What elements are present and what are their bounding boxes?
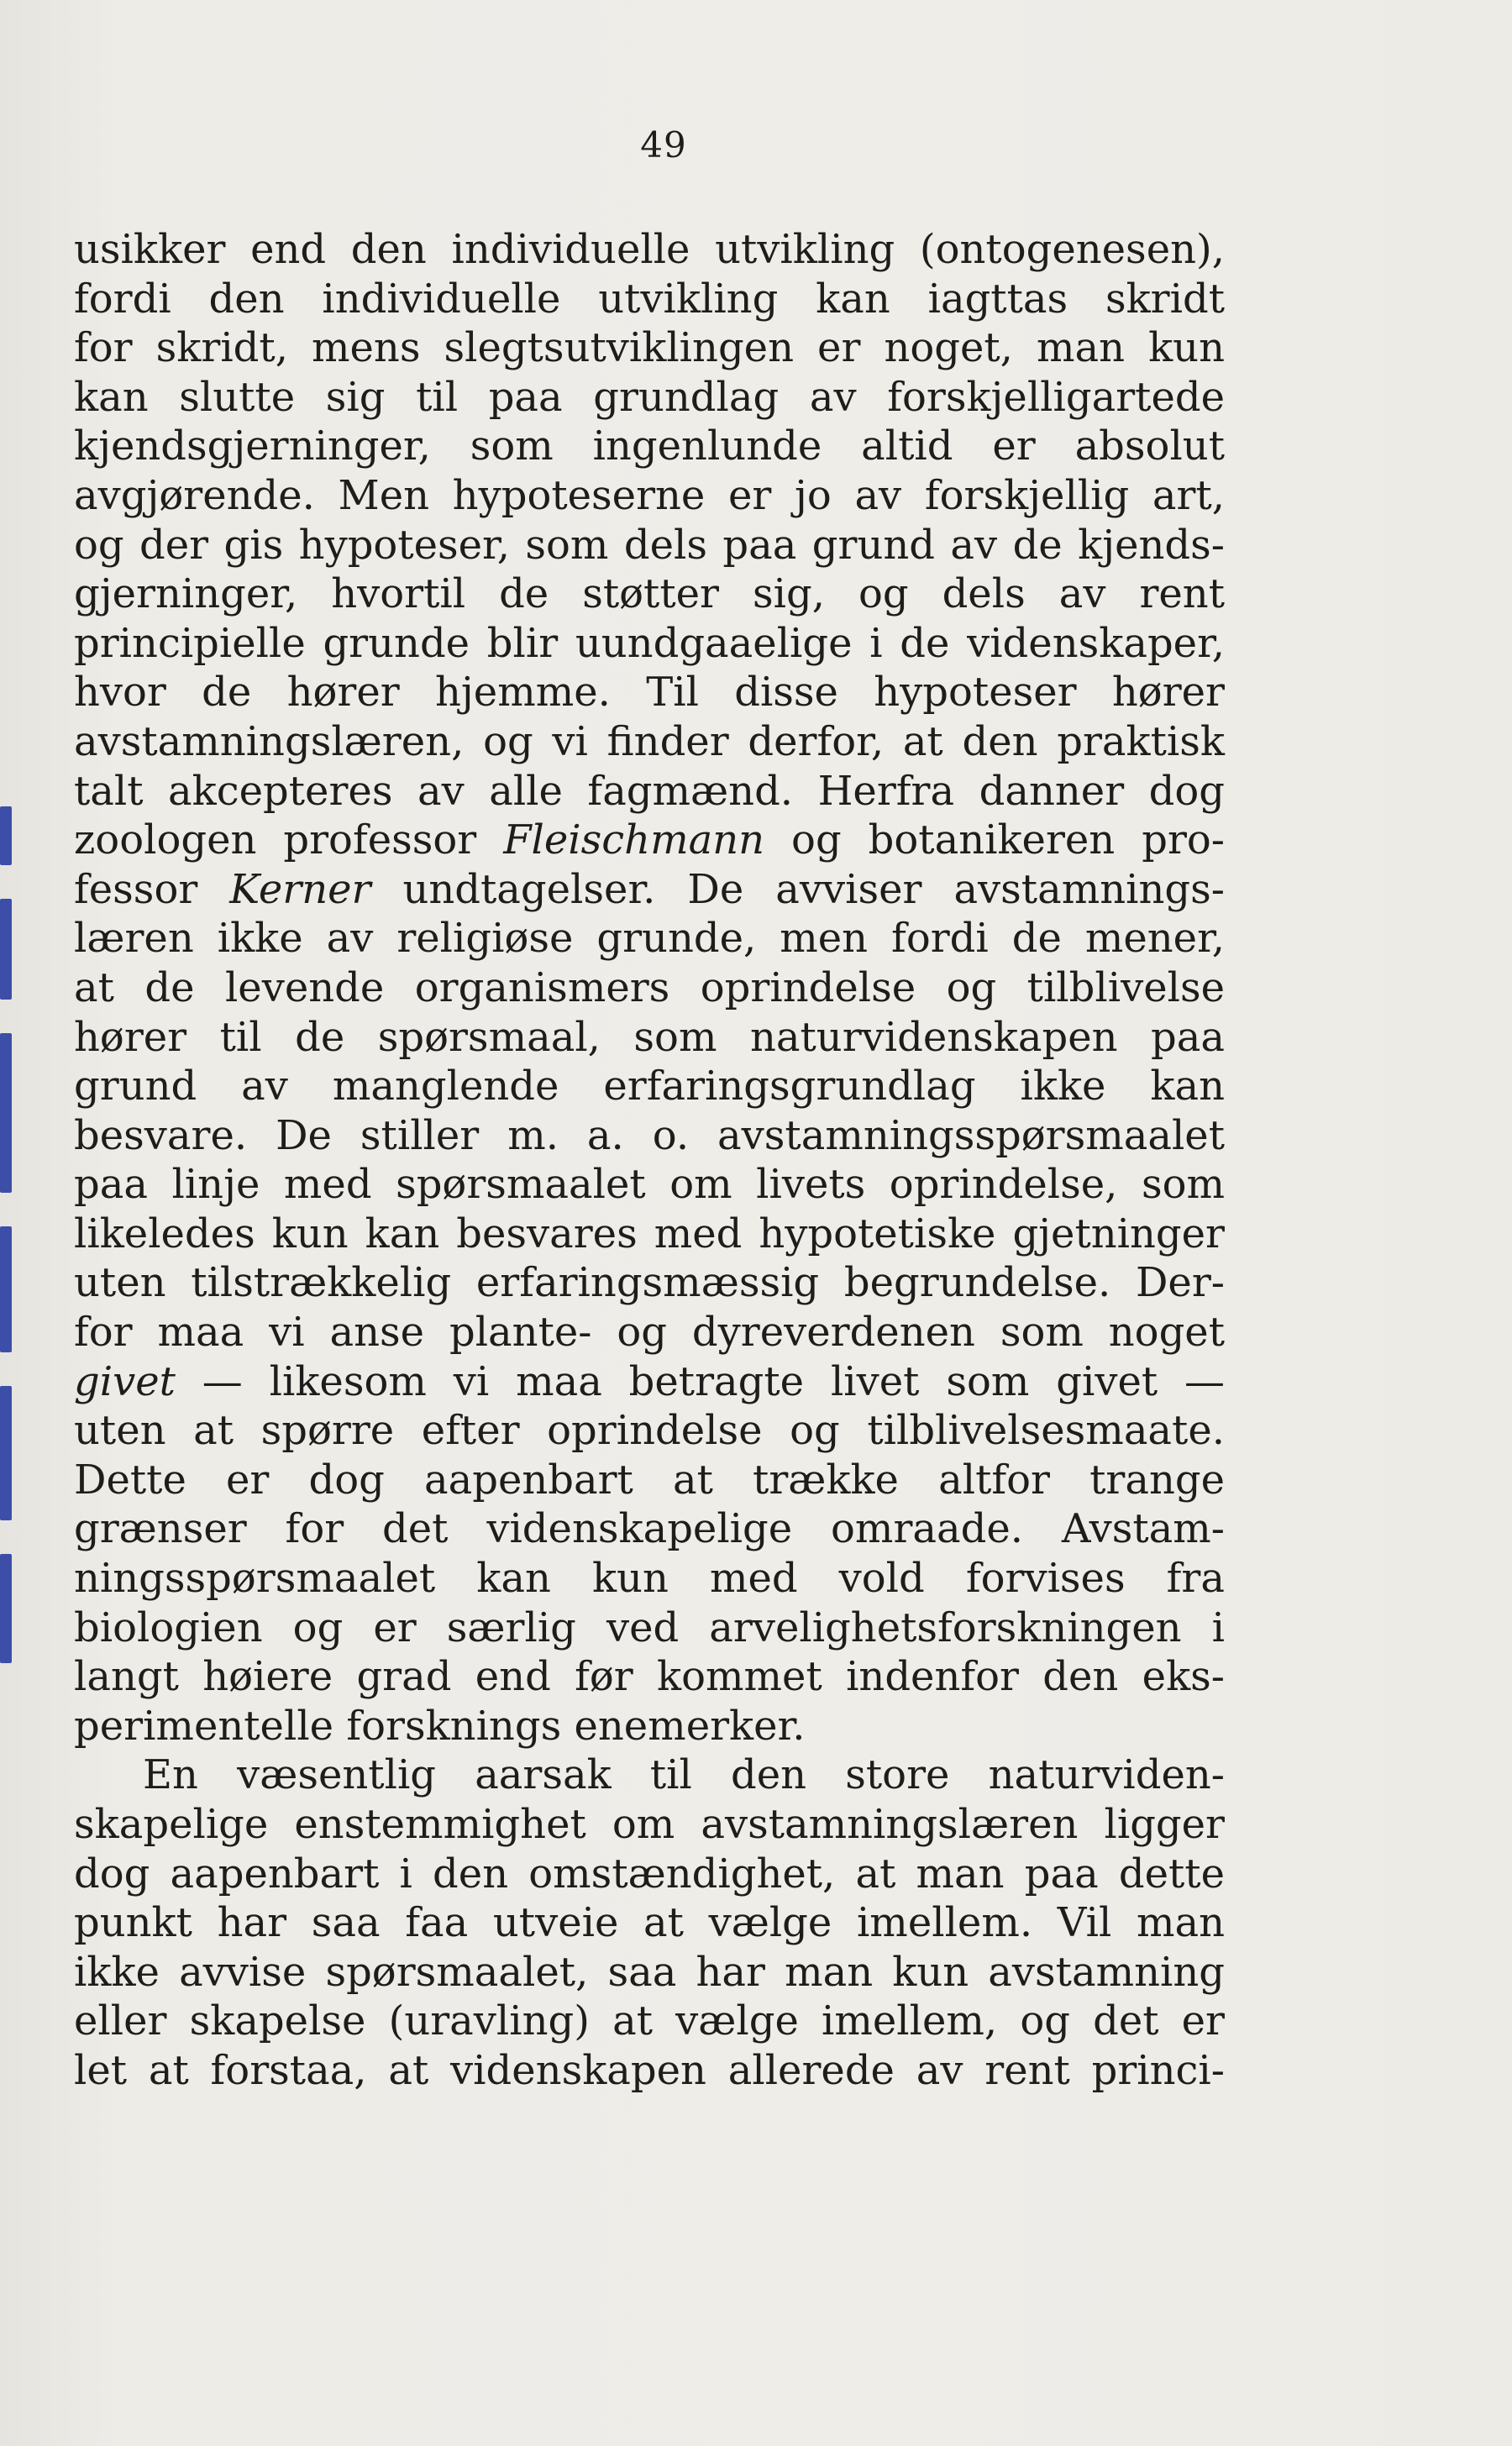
text-line xyxy=(74,1702,1225,1751)
line-text: ningsspørsmaalet kan kun med vold forvises fra xyxy=(74,1555,1225,1603)
text-line xyxy=(74,570,1225,619)
text-line xyxy=(74,1604,1225,1653)
text-line xyxy=(74,1357,1225,1407)
text-line xyxy=(74,816,1225,865)
body-text xyxy=(74,225,1225,2096)
text-line xyxy=(74,717,1225,767)
line-text: punkt har saa faa utveie at vælge imellem. Vil man xyxy=(74,1899,1225,1947)
line-text: og der gis hypoteser, som dels paa grund av de kjends- xyxy=(74,521,1225,569)
text-line xyxy=(74,323,1225,373)
line-text: likeledes kun kan besvares med hypotetiske gjetninger xyxy=(74,1210,1225,1257)
line-text: — likesom vi maa betragte livet som givet — xyxy=(175,1357,1225,1405)
line-text: skapelige enstemmighet om avstamningslæren ligger xyxy=(74,1801,1225,1848)
text-line xyxy=(74,1258,1225,1308)
line-text: uten tilstrækkelig erfaringsmæssig begrundelse. Der- xyxy=(74,1259,1225,1307)
line-text: undtagelser. De avviser avstamnings- xyxy=(370,865,1225,913)
text-line xyxy=(74,1800,1225,1850)
text-line xyxy=(74,1554,1225,1604)
page-number: 49 xyxy=(640,124,687,165)
text-line xyxy=(74,373,1225,423)
text-line xyxy=(74,1160,1225,1210)
line-text: uten at spørre efter oprindelse og tilblivelsesmaate. xyxy=(74,1407,1225,1455)
text-line xyxy=(74,914,1225,963)
line-text: langt høiere grad end før kommet indenfor den eks- xyxy=(74,1653,1225,1701)
line-text: biologien og er særlig ved arvelighetsforskningen i xyxy=(74,1604,1225,1651)
line-text: hvor de hører hjemme. Til disse hypoteser hører xyxy=(74,669,1225,716)
line-text: principielle grunde blir uundgaaelige i de videnskaper, xyxy=(74,619,1225,667)
line-text: gjerninger, hvortil de støtter sig, og dels av rent xyxy=(74,570,1225,618)
line-text: og botanikeren pro- xyxy=(764,816,1226,864)
text-line xyxy=(74,1850,1225,1899)
text-line xyxy=(74,767,1225,816)
text-line xyxy=(74,1751,1225,1800)
text-line xyxy=(74,1111,1225,1161)
text-line xyxy=(74,2046,1225,2096)
text-line xyxy=(74,1013,1225,1063)
line-text: hører til de spørsmaal, som naturvidenskapen paa xyxy=(74,1013,1225,1061)
line-text: grund av manglende erfaringsgrundlag ikke kan xyxy=(74,1063,1225,1110)
text-line xyxy=(74,1898,1225,1948)
line-text: dog aapenbart i den omstændighet, at man paa dette xyxy=(74,1850,1225,1897)
text-line xyxy=(74,1406,1225,1456)
line-text: usikker end den individuelle utvikling (ontogenesen), xyxy=(74,226,1225,273)
text-line xyxy=(74,1504,1225,1554)
line-text: zoologen professor xyxy=(74,816,504,864)
line-text: grænser for det videnskapelige omraade. Avstam- xyxy=(74,1505,1225,1553)
line-text: eller skapelse (uravling) at vælge imellem, og det er xyxy=(74,1997,1225,2045)
text-line xyxy=(74,668,1225,717)
line-text: for maa vi anse plante- og dyreverdenen som noget xyxy=(74,1309,1225,1357)
text-line xyxy=(74,1062,1225,1111)
line-text: En væsentlig aarsak til den store naturviden- xyxy=(143,1751,1225,1799)
text-line xyxy=(74,1308,1225,1357)
line-text: perimentelle forsknings enemerker. xyxy=(74,1702,806,1750)
italic-name: Fleischmann xyxy=(503,816,765,864)
italic-name: Kerner xyxy=(229,865,371,913)
text-line xyxy=(74,422,1225,471)
line-text: at de levende organismers oprindelse og tilblivelse xyxy=(74,963,1225,1011)
line-text: paa linje med spørsmaalet om livets oprindelse, som xyxy=(74,1161,1225,1209)
text-line xyxy=(74,963,1225,1013)
line-text: besvare. De stiller m. a. o. avstamningsspørsmaalet xyxy=(74,1111,1225,1159)
text-line xyxy=(74,1210,1225,1259)
line-text: let at forstaa, at videnskapen allerede av rent princi- xyxy=(74,2046,1225,2094)
text-line xyxy=(74,521,1225,570)
text-line xyxy=(74,1652,1225,1702)
line-text: kan slutte sig til paa grundlag av forskjelligartede xyxy=(74,373,1225,421)
text-line xyxy=(74,275,1225,324)
line-text: fessor xyxy=(74,865,230,913)
text-line xyxy=(74,225,1225,275)
line-text: avstamningslæren, og vi finder derfor, at den praktisk xyxy=(74,717,1225,765)
text-line xyxy=(74,619,1225,669)
italic-name: givet xyxy=(74,1357,176,1405)
text-line xyxy=(74,1997,1225,2046)
line-text: Dette er dog aapenbart at trække altfor trange xyxy=(74,1456,1225,1504)
text-line xyxy=(74,1456,1225,1505)
text-line xyxy=(74,1948,1225,1997)
line-text: for skridt, mens slegtsutviklingen er noget, man kun xyxy=(74,324,1225,372)
line-text: ikke avvise spørsmaalet, saa har man kun avstamning xyxy=(74,1948,1225,1996)
line-text: avgjørende. Men hypoteserne er jo av forskjellig art, xyxy=(74,471,1225,519)
line-text: fordi den individuelle utvikling kan iagttas skridt xyxy=(74,275,1225,323)
text-line xyxy=(74,865,1225,915)
library-stamp-edge xyxy=(0,806,15,1663)
text-line xyxy=(74,471,1225,521)
line-text: kjendsgjerninger, som ingenlunde altid er absolut xyxy=(74,423,1225,470)
line-text: læren ikke av religiøse grunde, men fordi de mener, xyxy=(74,915,1225,963)
line-text: talt akcepteres av alle fagmænd. Herfra danner dog xyxy=(74,767,1225,815)
